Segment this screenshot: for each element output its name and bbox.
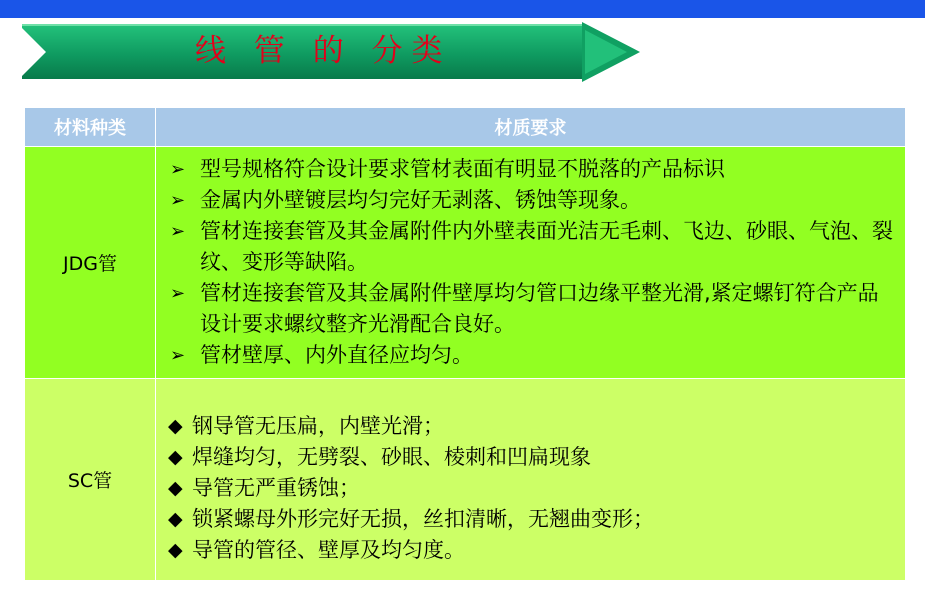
- header-material-requirements: 材质要求: [156, 108, 906, 147]
- diamond-bullet-icon: ◆: [168, 477, 183, 499]
- list-item: ➢ 管材连接套管及其金属附件壁厚均匀管口边缘平整光滑,紧定螺钉符合产品设计要求螺纹整齐光滑配合良好。: [166, 278, 895, 340]
- type-cell-sc: SC管: [25, 379, 156, 581]
- requirements-cell-sc: [156, 379, 906, 581]
- arrow-highlight-shape: [585, 30, 627, 74]
- list-item: ◆ 锁紧螺母外形完好无损，丝扣清晰，无翘曲变形；: [168, 504, 895, 535]
- requirements-cell-jdg: [156, 147, 906, 379]
- list-item: ◆ 焊缝均匀，无劈裂、砂眼、棱刺和凹扁现象: [168, 442, 895, 473]
- list-item: ➢ 管材壁厚、内外直径应均匀。: [166, 340, 895, 371]
- header-material-type: 材料种类: [25, 108, 156, 147]
- diamond-bullet-icon: ◆: [168, 508, 183, 530]
- arrow-bullet-icon: ➢: [170, 221, 186, 242]
- page-title: 线 管 的 分类: [195, 33, 452, 69]
- list-item: ➢ 型号规格符合设计要求管材表面有明显不脱落的产品标识: [166, 154, 895, 185]
- arrow-bullet-icon: ➢: [170, 283, 186, 304]
- material-spec-table: [24, 107, 906, 581]
- list-item: ➢ 管材连接套管及其金属附件内外壁表面光洁无毛刺、飞边、砂眼、气泡、裂纹、变形等缺陷。: [166, 216, 895, 278]
- diamond-bullet-icon: ◆: [168, 539, 183, 561]
- list-item: ◆ 导管的管径、壁厚及均匀度。: [168, 535, 895, 566]
- table-row-jdg: [25, 147, 906, 379]
- table-row-sc: [25, 379, 906, 581]
- list-item: ➢ 金属内外壁镀层均匀完好无剥落、锈蚀等现象。: [166, 185, 895, 216]
- top-bar: [0, 0, 925, 18]
- diamond-bullet-icon: ◆: [168, 446, 183, 468]
- diamond-bullet-icon: ◆: [168, 415, 183, 437]
- requirements-list-sc: [156, 379, 905, 574]
- table-header-row: [25, 108, 906, 147]
- arrow-bullet-icon: ➢: [170, 159, 186, 180]
- arrow-bullet-icon: ➢: [170, 190, 186, 211]
- banner-notch-shape: [22, 28, 46, 76]
- list-item: ◆ 导管无严重锈蚀；: [168, 473, 895, 504]
- arrow-bullet-icon: ➢: [170, 345, 186, 366]
- type-cell-jdg: JDG管: [25, 147, 156, 379]
- requirements-list-jdg: [156, 148, 905, 377]
- list-item: ◆ 钢导管无压扁，内壁光滑；: [168, 411, 895, 442]
